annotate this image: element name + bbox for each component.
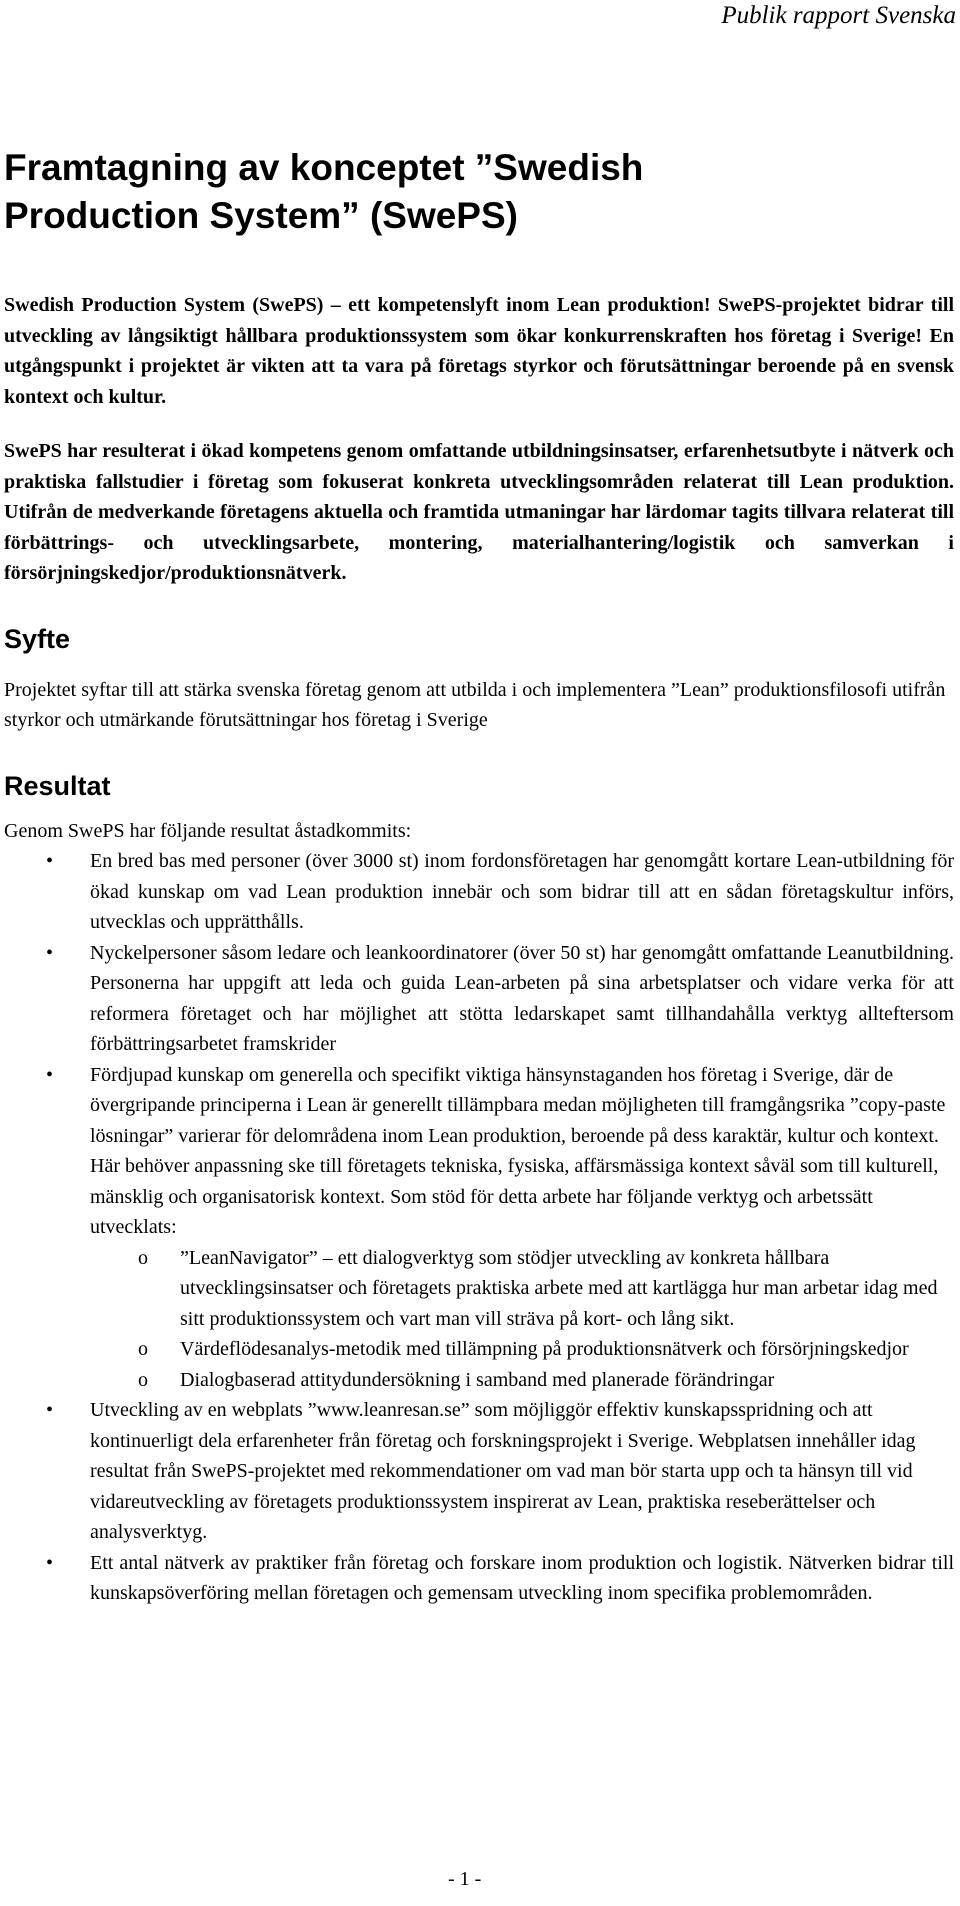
section-heading-resultat: Resultat [4, 770, 111, 801]
list-item [4, 938, 954, 1060]
document-body [4, 290, 954, 1609]
list-item [4, 1395, 954, 1548]
sub-bullet-icon: o [138, 1368, 148, 1391]
resultat-lead: Genom SwePS har följande resultat åstadkommits: [4, 819, 412, 842]
list-item-text: Utveckling av en webplats ”www.leanresan.se” som möjliggör effektiv kunskapsspridning och att kontinuerligt dela erfarenheter från företag och forskningsprojekt i Sverige. Webplatsen innehåller idag resultat från SwePS-projektet med rekommendationer om vad man bör starta upp och ta hänsyn till vid vidareutveckling av företagets produktionssystem inspirerat av Lean, praktiska reseberättelser och analysverktyg. [90, 1399, 916, 1543]
bullet-icon: • [46, 1551, 54, 1574]
sub-list-item-text: ”LeanNavigator” – ett dialogverktyg som stödjer utveckling av konkreta hållbara utvecklingsinsatser och företagets praktiska arbete med att kartlägga hur man arbetar idag med sitt produktionssystem och vart man vill sträva på kort- och lång sikt. [180, 1246, 938, 1330]
title-line-2: Production System” (SwePS) [4, 195, 518, 236]
section-heading-syfte: Syfte [4, 623, 71, 654]
sub-list-item [4, 1365, 954, 1396]
list-item-text: Nyckelpersoner såsom ledare och leankoordinatorer (över 50 st) har genomgått omfattande Leanutbildning. Personerna har uppgift att leda och guida Lean-arbeten på sina arbetsplatser och vidare verka för att reformera företaget och har möjlighet att stötta ledarskapet samt tillhandahålla verktyg allteftersom förbättringsarbetet framskrider [90, 941, 954, 1055]
sub-list-item-text: Värdeflödesanalys-metodik med tillämpning på produktionsnätverk och försörjningskedjor [180, 1338, 909, 1360]
paragraph-spacer [4, 412, 954, 436]
list-item [4, 1060, 954, 1396]
sub-list-item-text: Dialogbaserad attitydundersökning i samband med planerade förändringar [180, 1368, 775, 1391]
bullet-icon: • [46, 1399, 54, 1421]
sub-list [4, 1243, 954, 1396]
list-item-text: Ett antal nätverk av praktiker från företag och forskare inom produktion och logistik. Nätverken bidrar till kunskapsöverföring mellan företagen och gemensam utveckling inom specifika problemområden. [90, 1551, 954, 1604]
bullet-icon: • [46, 850, 54, 872]
sub-bullet-icon: o [138, 1246, 148, 1269]
sub-list-item [4, 1243, 954, 1335]
bullet-icon: • [46, 1063, 54, 1086]
page-title [4, 144, 944, 240]
bullet-icon: • [46, 941, 54, 964]
list-item [4, 1548, 954, 1609]
syfte-paragraph: Projektet syftar till att stärka svenska företag genom att utbilda i och implementera ”Lean” produktionsfilosofi utifrån styrkor och utmärkande förutsättningar hos företag i Sverige [4, 678, 946, 731]
list-item [4, 846, 954, 938]
list-item-text: Fördjupad kunskap om generella och specifikt viktiga hänsynstaganden hos företag i Sverige, där de övergripande principerna i Lean är generellt tillämpbara medan möjligheten till framgångsrika ”copy-paste lösningar” varierar för delområdena inom Lean produktion, beroende på dess karaktär, kultur och kontext. Här behöver anpassning ske till företagets tekniska, fysiska, affärsmässiga kontext såväl som till kulturell, mänsklig och organisatorisk kontext. Som stöd för detta arbete har följande verktyg och arbetssätt utvecklats: [90, 1063, 946, 1238]
sub-list-item [4, 1334, 954, 1365]
resultat-list [4, 846, 954, 1609]
page-number: - 1 - [448, 1868, 482, 1890]
list-item-text: En bred bas med personer (över 3000 st) inom fordonsföretagen har genomgått kortare Lean-utbildning för ökad kunskap om vad Lean produktion innebär och som bidrar till att en sådan företagskultur införs, utvecklas och upprätthålls. [90, 850, 954, 933]
running-header: Publik rapport Svenska [721, 2, 956, 29]
sub-bullet-icon: o [138, 1338, 148, 1360]
intro-paragraph-1: Swedish Production System (SwePS) – ett kompetenslyft inom Lean produktion! SwePS-projektet bidrar till utveckling av långsiktigt hållbara produktionssystem som ökar konkurrenskraften hos företag i Sverige! En utgångspunkt i projektet är vikten att ta vara på företags styrkor och förutsättningar beroende på en svensk kontext och kultur. [4, 294, 954, 408]
title-line-1: Framtagning av konceptet ”Swedish [4, 147, 644, 188]
intro-paragraph-2: SwePS har resulterat i ökad kompetens genom omfattande utbildningsinsatser, erfarenhetsutbyte i nätverk och praktiska fallstudier i företag som fokuserat konkreta utvecklingsområden relaterat till Lean produktion. Utifrån de medverkande företagens aktuella och framtida utmaningar har lärdomar tagits tillvara relaterat till förbättrings- och utvecklingsarbete, montering, materialhantering/logistik och samverkan i försörjningskedjor/produktionsnätverk. [4, 440, 954, 584]
